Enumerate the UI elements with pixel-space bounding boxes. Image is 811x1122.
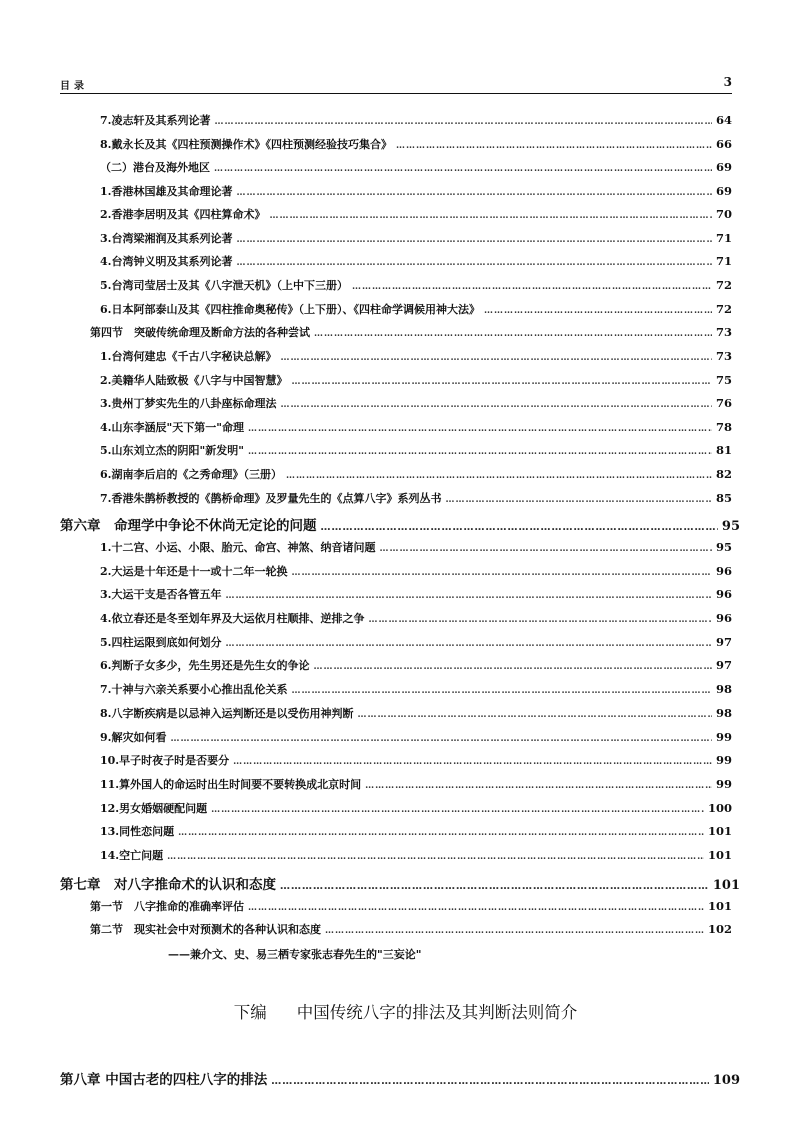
toc-entry-title: 13.同性恋问题 [100,825,175,838]
toc-entry-page: 97 [715,635,732,649]
dot-leader [280,353,712,363]
dot-leader [236,188,712,198]
toc-entry-title: 11.算外国人的命运时出生时间要不要转换成北京时间 [100,778,362,791]
dot-leader [379,544,712,554]
toc-entry-page: 73 [715,349,732,363]
dot-leader [236,235,712,245]
toc-entry-title: 1.十二宫、小运、小限、胎元、命宫、神煞、纳音诸问题 [100,541,376,554]
toc-entry-page: 101 [707,848,732,862]
toc-entry-title: 5.四柱运限到底如何划分 [100,636,222,649]
dot-leader [352,282,712,292]
toc-entry-page: 97 [715,658,732,672]
toc-entry-title: 9.解灾如何看 [100,731,167,744]
header-page-number: 3 [723,75,732,89]
toc-entry-page: 109 [712,1073,740,1088]
toc-entry-page: 73 [715,325,732,339]
toc-entry-page: 98 [715,706,732,720]
toc-entry[interactable] [100,776,732,792]
toc-entry-title: 14.空亡问题 [100,849,164,862]
part-label: 下编 [233,1003,267,1022]
toc-entry[interactable] [60,873,740,893]
dot-leader [178,828,704,838]
dot-leader [170,734,712,744]
toc-entry-page: 66 [715,137,732,151]
toc-entry[interactable] [100,183,732,199]
toc-entry-title: 8.戴永长及其《四柱预测操作术》《四柱预测经验技巧集合》 [100,138,392,151]
toc-entry-page: 72 [715,302,732,316]
toc-entry-page: 71 [715,231,732,245]
toc-entry-title: 4.山东李涵辰"天下第一"命理 [100,421,244,434]
toc-entry[interactable] [90,324,732,340]
toc-entry-page: 100 [707,801,732,815]
toc-entry-title: 第一节 八字推命的准确率评估 [90,900,244,913]
toc-entry-title: 3.贵州丁梦实先生的八卦座标命理法 [100,397,277,410]
toc-entry-page: 96 [715,611,732,625]
toc-entry[interactable] [100,206,732,222]
toc-entry-title: 2.大运是十年还是十一或十二年一轮换 [100,565,288,578]
toc-entry-title: 第七章 对八字推命术的认识和态度 [60,877,276,893]
toc-entry[interactable] [100,253,732,269]
toc-entry[interactable] [100,823,732,839]
toc-entry[interactable] [100,395,732,411]
toc-entry-title: 8.八字断疾病是以忌神入运判断还是以受伤用神判断 [100,707,354,720]
toc-entry-title: 3.大运干支是否各管五年 [100,588,222,601]
toc-entry[interactable] [100,372,732,388]
dot-leader [286,471,712,481]
toc-entry-page: 69 [715,184,732,198]
toc-entry[interactable] [100,705,732,721]
dot-leader [248,424,712,434]
toc-entry[interactable] [100,442,732,458]
toc-entry[interactable] [60,514,740,534]
toc-entry-page: 101 [712,878,740,893]
toc-entry-page: 69 [715,160,732,174]
toc-entry[interactable] [100,847,732,863]
toc-entry-title: 5.山东刘立杰的阴阳"新发明" [100,444,244,457]
toc-entry[interactable] [100,348,732,364]
dot-leader [484,306,712,316]
toc-entry-page: 95 [721,519,740,534]
toc-entry-title: 7.香港朱鹊桥教授的《鹊桥命理》及罗量先生的《点算八字》系列丛书 [100,492,442,505]
toc-entry[interactable] [100,657,732,673]
toc-entry-title: 1.台湾何建忠《千古八字秘诀总解》 [100,350,277,363]
running-header [60,77,732,93]
toc-entry[interactable] [100,610,732,626]
dot-leader [365,781,712,791]
dot-leader [445,495,712,505]
toc-entry-title: 6.湖南李后启的《之秀命理》（三册） [100,468,282,481]
toc-entry-page: 82 [715,467,732,481]
toc-entry-page: 64 [715,113,732,127]
dot-leader [280,400,712,410]
dot-leader [225,591,712,601]
dot-leader [214,164,712,174]
toc-entry-title: 7.凌志轩及其系列论著 [100,114,211,127]
toc-entry[interactable] [100,681,732,697]
toc-entry[interactable] [100,466,732,482]
dot-leader [236,258,712,268]
dot-leader [291,686,712,696]
part-title: 中国传统八字的排法及其判断法则简介 [296,1003,578,1022]
dot-leader [325,926,704,936]
toc-entry-page: 85 [715,491,732,505]
toc-entry-title: 6.判断子女多少，先生男还是先生女的争论 [100,659,310,672]
part-heading [0,999,811,1023]
toc-entry-page: 72 [715,278,732,292]
dot-leader [167,852,704,862]
toc-entry-title: 4.依立春还是冬至划年界及大运依月柱顺排、逆排之争 [100,612,365,625]
toc-entry-page: 96 [715,564,732,578]
toc-entry-page: 101 [707,899,732,913]
toc-entry[interactable] [100,159,732,175]
toc-entry-title: 2.美籍华人陆致极《八字与中国智慧》 [100,374,288,387]
toc-entry-page: 102 [707,922,732,936]
toc-entry-title: 5.台湾司莹居士及其《八字泄天机》（上中下三册） [100,279,348,292]
toc-entry-title: 10.早子时夜子时是否要分 [100,754,230,767]
toc-entry-title: 1.香港林国雄及其命理论著 [100,185,233,198]
toc-entry[interactable] [100,729,732,745]
toc-entry-title: 第四节 突破传统命理及断命方法的各种尝试 [90,326,310,339]
dot-leader [291,377,712,387]
dot-leader [396,141,712,151]
toc-entry-title: 6.日本阿部泰山及其《四柱推命奥秘传》（上下册）、《四柱命学调候用神大法》 [100,303,480,316]
toc-entry-page: 78 [715,420,732,434]
dot-leader [280,881,709,892]
toc-entry[interactable] [90,921,732,937]
toc-entry[interactable] [100,230,732,246]
dot-leader [248,903,704,913]
dot-leader [225,639,712,649]
toc-entry-title: 7.十神与六亲关系要小心推出乱伦关系 [100,683,288,696]
toc-entry-page: 71 [715,254,732,268]
dot-leader [248,447,712,457]
toc-entry-page: 70 [715,207,732,221]
toc-entry-page: 101 [707,824,732,838]
dot-leader [291,568,712,578]
dot-leader [313,662,712,672]
toc-entry-page: 76 [715,396,732,410]
dot-leader [214,117,712,127]
toc-entry-page: 75 [715,373,732,387]
toc-entry-page: 99 [715,753,732,767]
dot-leader [211,805,704,815]
toc-entry[interactable] [100,586,732,602]
dot-leader [314,329,712,339]
toc-entry-title: 12.男女婚姻硬配问题 [100,802,208,815]
toc-entry-title: 第八章 中国古老的四柱八字的排法 [60,1072,268,1088]
toc-entry-page: 99 [715,730,732,744]
dot-leader [271,1076,709,1087]
toc-entry-title: 第二节 现实社会中对预测术的各种认识和态度 [90,923,321,936]
toc-entry-page: 81 [715,443,732,457]
dot-leader [233,757,712,767]
section-subtitle-note: ——兼介文、史、易三栖专家张志春先生的"三妄论" [168,948,422,961]
toc-entry[interactable] [100,752,732,768]
toc-entry[interactable] [100,490,732,506]
toc-entry[interactable] [100,634,732,650]
dot-leader [321,522,718,533]
toc-entry-page: 95 [715,540,732,554]
dot-leader [357,710,712,720]
toc-entry-page: 96 [715,587,732,601]
dot-leader [269,211,712,221]
toc-entry-chapter-8[interactable] [60,1068,740,1088]
toc-entry-page: 99 [715,777,732,791]
toc-entry[interactable] [90,898,732,914]
toc-entry-title: 第六章 命理学中争论不休尚无定论的问题 [60,518,317,534]
dot-leader [368,615,712,625]
toc-entry-page: 98 [715,682,732,696]
toc-entry[interactable] [100,800,732,816]
header-section-title: 目录 [60,81,88,92]
toc-entry-title: 2.香港李居明及其《四柱算命术》 [100,208,266,221]
toc-entry-title: （二）港台及海外地区 [100,161,210,174]
toc-entry-title: 3.台湾梁湘润及其系列论著 [100,232,233,245]
header-rule [60,93,732,94]
toc-entry-title: 4.台湾钟义明及其系列论著 [100,255,233,268]
toc-entry[interactable] [100,563,732,579]
toc-entry[interactable] [100,419,732,435]
toc-entry[interactable] [100,539,732,555]
toc-entry[interactable] [100,112,732,128]
toc-entry[interactable] [100,301,732,317]
toc-entry[interactable] [100,277,732,293]
toc-entry[interactable] [100,136,732,152]
